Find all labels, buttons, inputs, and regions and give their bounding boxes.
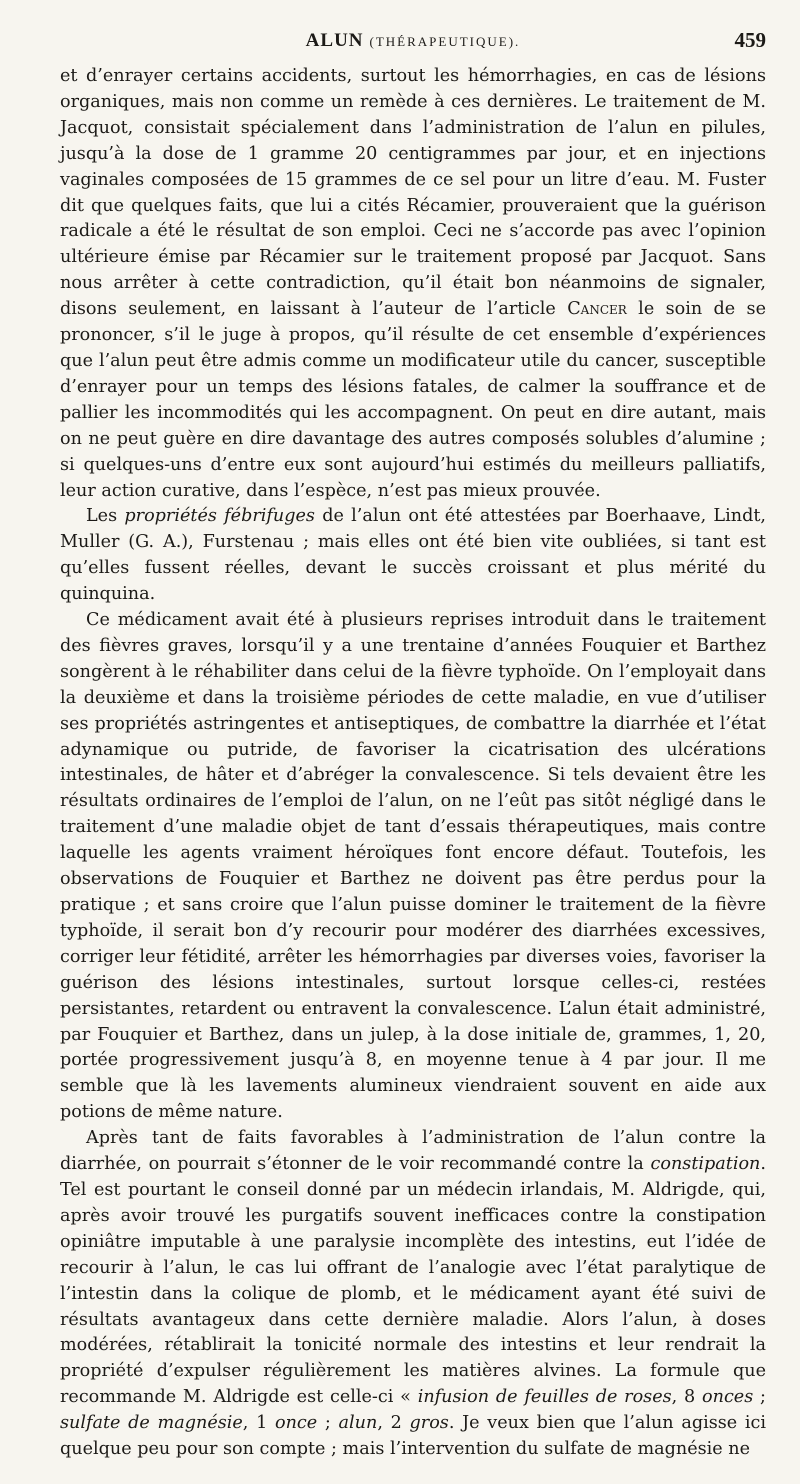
paragraph-1-text-b: le soin de se prononcer, s’il le juge à propos, qu’il résulte de cet ensemble d’expériences que l’alun peut être admis comme un modificateur utile du cancer, susceptible d’enrayer pour un temps des lésions fatales, de calmer la souffrance et de pallier les incommodités qui les accompagnent. On peut en dire autant, mais on ne peut guère en dire davantage des autres composés solubles d’alumine ; si quelques-uns d’entre eux sont aujourd’hui estimés du meilleurs palliatifs, leur action curative, dans l’espèce, n’est pas mieux prouvée. <box>60 299 766 501</box>
paragraph-2-text-a: Les <box>86 506 125 527</box>
formula-unit-gros: gros <box>409 1413 449 1434</box>
running-title <box>60 30 766 52</box>
page-number: 459 <box>734 28 766 52</box>
febrifuge-properties-emphasis: propriétés fébrifuges <box>124 506 315 527</box>
paragraph-3: Ce médicament avait été à plusieurs reprises introduit dans le traitement des fièvres graves, lorsqu’il y a une trentaine d’années Fouquier et Barthez songèrent à le réhabiliter dans celui de la fièvre typhoïde. On l’employait dans la deuxième et dans la troisième périodes de cette maladie, en vue d’utiliser ses propriétés astringentes et antiseptiques, de combattre la diarrhée et l’état adynamique ou putride, de favoriser la cicatrisation des ulcérations intestinales, de hâter et d’abréger la convalescence. Si tels devaient être les résultats ordinaires de l’emploi de l’alun, on ne l’eût pas sitôt négligé dans le traitement d’une maladie objet de tant d’essais thérapeutiques, mais contre laquelle les agents vraiment héroïques font encore défaut. Toutefois, les observations de Fouquier et Barthez ne doivent pas être perdus pour la pratique ; et sans croire que l’alun puisse dominer le traitement de la fièvre typhoïde, il serait bon d’y recourir pour modérer des diarrhées excessives, corriger leur fétidité, arrêter les hémorrhagies par diverses voies, favoriser la guérison des lésions intestinales, surtout lorsque celles-ci, restées persistantes, retardent ou entravent la convalescence. L’alun était administré, par Fouquier et Barthez, dans un julep, à la dose initiale de, grammes, 1, 20, portée progressivement jusqu’à 8, en moyenne tenue à 4 par jour. Il me semble que là les lavements alumineux viendraient souvent en aide aux potions de même nature. <box>60 610 766 1123</box>
constipation-emphasis: constipation <box>650 1154 761 1175</box>
running-title-subtitle: (THÉRAPEUTIQUE). <box>369 34 521 49</box>
formula-unit-onces: onces <box>702 1387 754 1408</box>
paragraph-4-text-c: . Je veux bien que l’alun agisse ici quelque peu pour son compte ; mais l’intervention du sulfate de magnésie ne <box>60 1413 766 1460</box>
formula-ingredient-roses: infusion de feuilles de roses <box>417 1387 672 1408</box>
paragraph-2 <box>60 504 766 608</box>
formula-separator-4: ; <box>317 1413 339 1434</box>
cancer-article-reference: Cancer <box>567 299 627 320</box>
body-text <box>60 64 766 1463</box>
paragraph-1-text-a: et d’enrayer certains accidents, surtout les hémorrhagies, en cas de lésions organiques, mais non comme un remède à ces dernières. Le traitement de M. Jacquot, consistait spécialement dans l’administration de l’alun en pilules, jusqu’à la dose de 1 gramme 20 centigrammes par jour, et en injections vaginales composées de 15 grammes de ce sel pour un litre d’eau. M. Fuster dit que quelques faits, que lui a cités Récamier, prouveraient que la guérison radicale a été le résultat de son emploi. Ceci ne s’accorde pas avec l’opinion ultérieure émise par Récamier sur le traitement proposé par Jacquot. Sans nous arrêter à cette contradiction, qu’il était bon néanmoins de signaler, disons seulement, en laissant à l’auteur de l’article <box>60 66 766 320</box>
formula-separator-5: , 2 <box>377 1413 410 1434</box>
running-header <box>60 26 766 56</box>
formula-unit-once: once <box>275 1413 318 1434</box>
formula-separator-2: ; <box>753 1387 766 1408</box>
paragraph-4-text-b: . Tel est pourtant le conseil donné par un médecin irlandais, M. Aldrigde, qui, après avoir trouvé les purgatifs souvent inefficaces contre la constipation opiniâtre imputable à une paralysie incomplète des intestins, eut l’idée de recourir à l’alun, le cas lui offrant de l’analogie avec l’état paralytique de l’intestin dans la colique de plomb, et le médicament ayant été suivi de résultats avantageux dans cette dernière maladie. Alors l’alun, à doses modérées, rétablirait la tonicité normale des intestins et leur rendrait la propriété d’expulser régulièrement les matières alvines. La formule que recommande M. Aldrigde est celle-ci « <box>60 1154 766 1408</box>
formula-separator-3: , 1 <box>242 1413 275 1434</box>
formula-ingredient-alum: alun <box>338 1413 378 1434</box>
paragraph-4 <box>60 1126 766 1463</box>
formula-separator-1: , 8 <box>671 1387 703 1408</box>
paragraph-1 <box>60 64 766 504</box>
paragraph-4-text-a: Après tant de faits favorables à l’administration de l’alun contre la diarrhée, on pourrait s’étonner de le voir recommandé contre la <box>60 1128 766 1175</box>
formula-ingredient-magnesium-sulfate: sulfate de magnésie <box>60 1413 243 1434</box>
running-title-main: ALUN <box>305 30 364 51</box>
paragraph-2-text-b: de l’alun ont été attestées par Boerhaave, Lindt, Muller (G. A.), Furstenau ; mais elles ont été bien vite oubliées, si tant est qu’elles fussent réelles, devant le succès croissant et plus mérité du quinquina. <box>60 506 766 605</box>
